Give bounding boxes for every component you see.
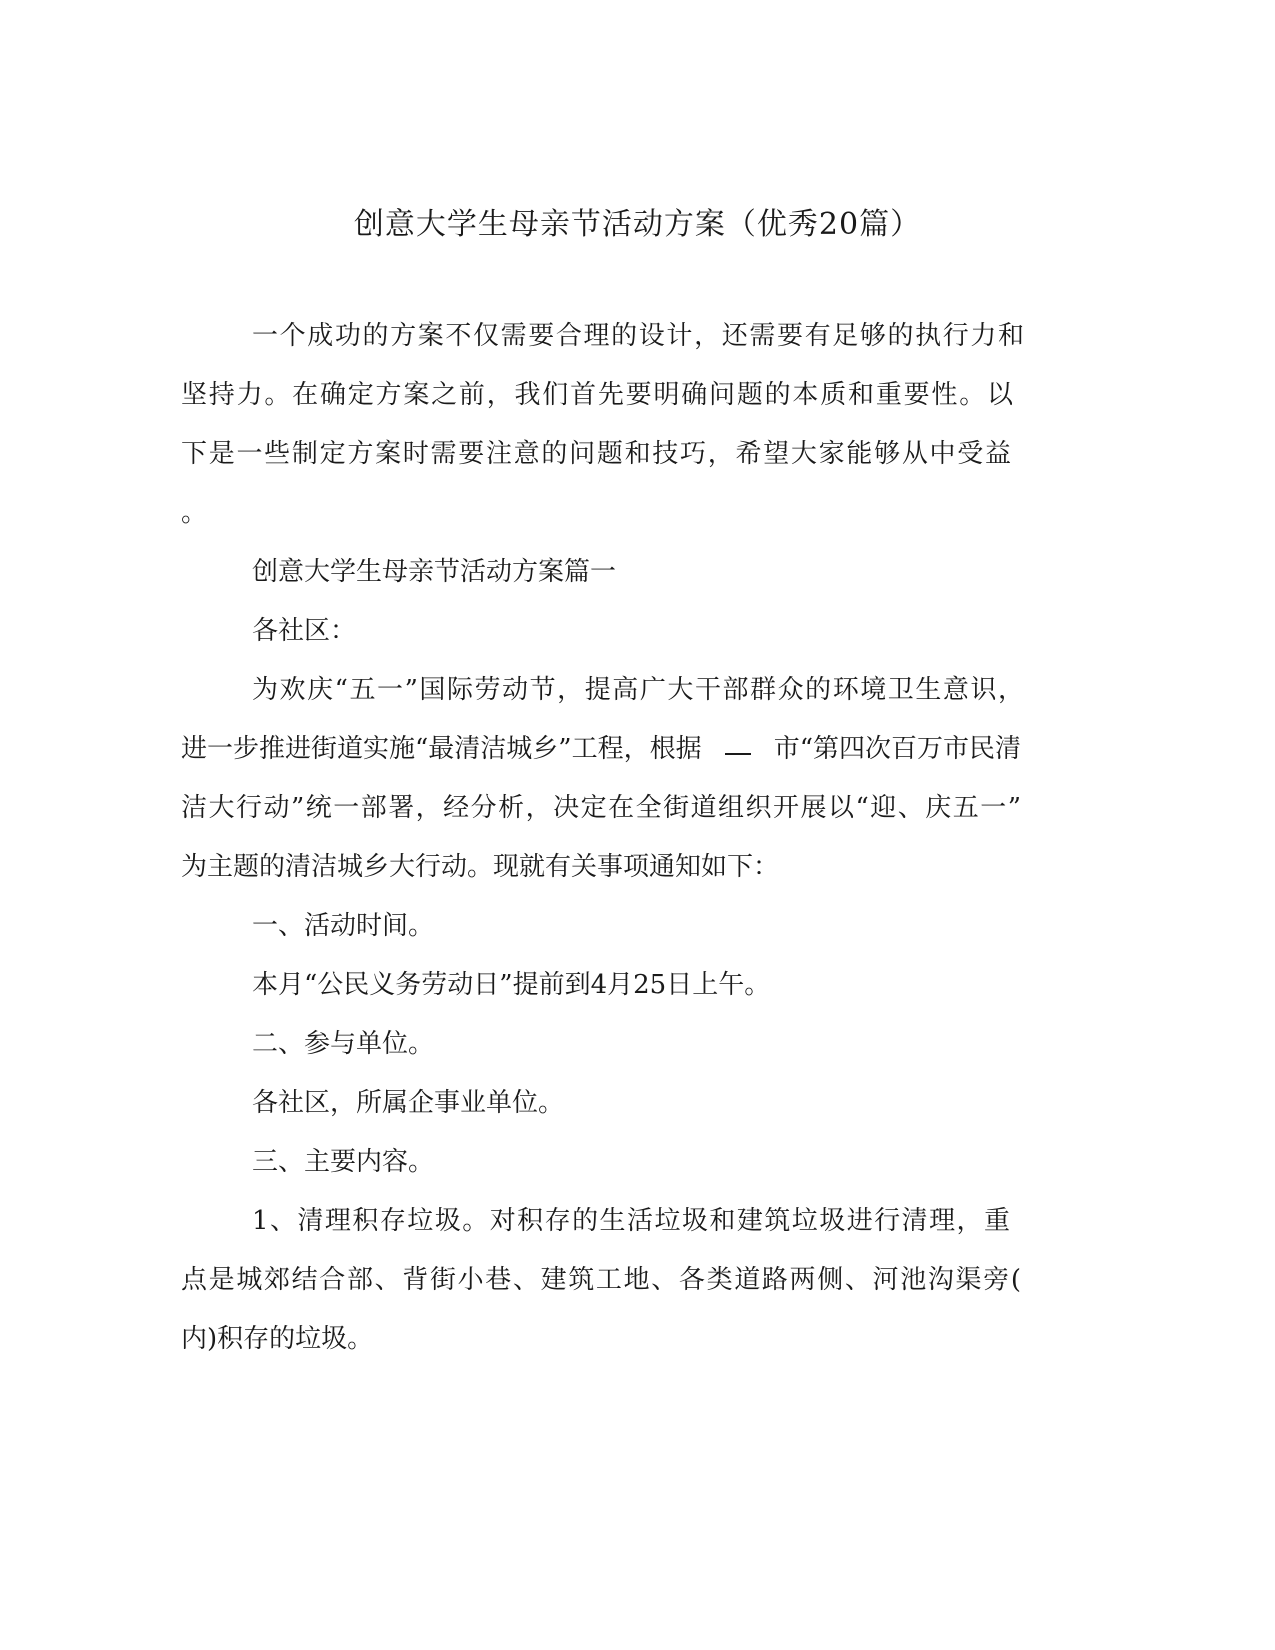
item-heading-1: 一、活动时间。 — [252, 911, 435, 941]
document-title: 创意大学生母亲节活动方案（优秀20篇） — [353, 207, 922, 242]
salutation: 各社区： — [252, 616, 357, 646]
intro-line-3: 下是一些制定方案时需要注意的问题和技巧，希望大家能够从中受益 — [181, 439, 1011, 469]
item-text-1: 本月“公民义务劳动日”提前到4月25日上午。 — [252, 970, 771, 1000]
paragraph-1-line-3: 内)积存的垃圾。 — [181, 1324, 374, 1354]
intro-line-4: 。 — [181, 498, 208, 528]
item-heading-2: 二、参与单位。 — [252, 1029, 435, 1059]
paragraph-1-line-2: 点是城郊结合部、背街小巷、建筑工地、各类道路两侧、河池沟渠旁( — [181, 1265, 1021, 1295]
notice-line-2-part-a: 进一步推进街道实施“最清洁城乡”工程，根据 — [181, 734, 702, 764]
notice-line-3: 洁大行动”统一部署，经分析，决定在全街道组织开展以“迎、庆五一” — [181, 793, 1021, 823]
blank-underline — [725, 731, 751, 755]
item-text-2: 各社区，所属企事业单位。 — [252, 1088, 565, 1118]
notice-line-4: 为主题的清洁城乡大行动。现就有关事项通知如下： — [181, 852, 780, 882]
notice-line-2-part-b: 市“第四次百万市民清 — [773, 734, 1021, 764]
item-heading-3: 三、主要内容。 — [252, 1147, 435, 1177]
notice-line-1: 为欢庆“五一”国际劳动节，提高广大干部群众的环境卫生意识， — [252, 675, 1024, 705]
intro-line-2: 坚持力。在确定方案之前，我们首先要明确问题的本质和重要性。以 — [181, 380, 1013, 410]
intro-line-1: 一个成功的方案不仅需要合理的设计，还需要有足够的执行力和 — [252, 321, 1024, 351]
paragraph-1-line-1: 1、清理积存垃圾。对积存的生活垃圾和建筑垃圾进行清理，重 — [252, 1206, 1010, 1236]
notice-line-2 — [181, 731, 1021, 767]
section-heading: 创意大学生母亲节活动方案篇一 — [252, 557, 617, 587]
